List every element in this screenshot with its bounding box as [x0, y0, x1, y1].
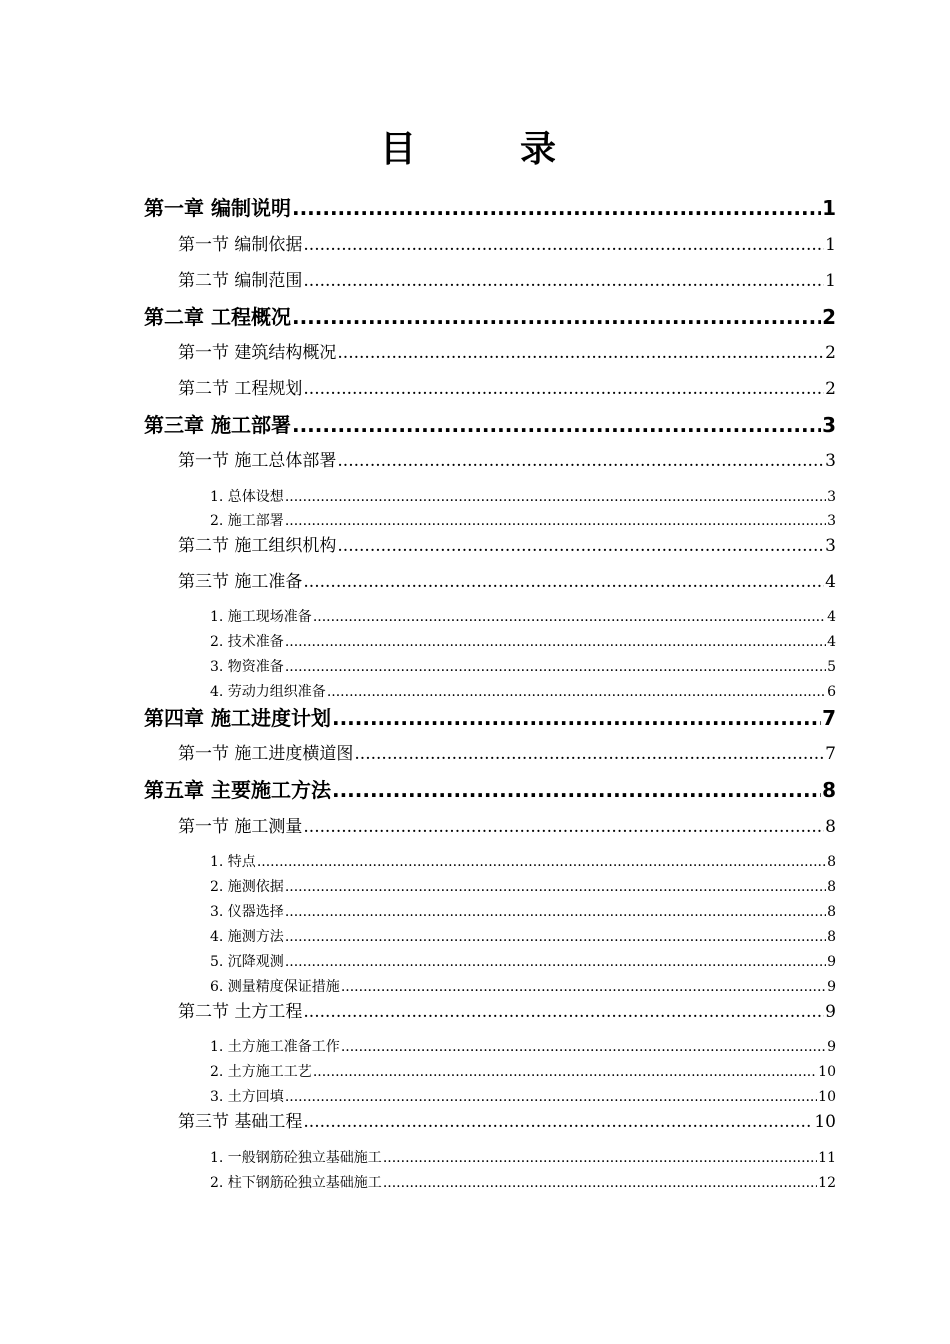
- toc-entry-level3[interactable]: [210, 952, 836, 972]
- toc-entry-page-number: 10: [818, 1089, 836, 1105]
- dot-leader: [285, 1087, 817, 1107]
- toc-entry-page-number: 3: [827, 489, 836, 505]
- toc-entry-label: 1. 特点: [210, 854, 256, 870]
- toc-entry-label: 第四章 施工进度计划: [144, 706, 331, 730]
- toc-entry-label: 第二节 土方工程: [178, 1002, 303, 1022]
- toc-entry-level2[interactable]: [178, 570, 836, 594]
- toc-entry-label: 2. 施测依据: [210, 879, 284, 895]
- toc-entry-label: 4. 劳动力组织准备: [210, 684, 326, 700]
- toc-entry-page-number: 1: [825, 235, 836, 255]
- toc-entry-level2[interactable]: [178, 341, 836, 365]
- toc-entry-label: 4. 施测方法: [210, 929, 284, 945]
- toc-entry-label: 1. 一般钢筋砼独立基础施工: [210, 1150, 382, 1166]
- toc-entry-level1[interactable]: [144, 195, 836, 221]
- toc-entry-label: 第一章 编制说明: [144, 196, 291, 220]
- dot-leader: [285, 877, 826, 897]
- dot-leader: [337, 534, 824, 558]
- toc-entry-level3[interactable]: [210, 657, 836, 677]
- toc-entry-label: 3. 仪器选择: [210, 904, 284, 920]
- toc-entry-label: 第三章 施工部署: [144, 413, 291, 437]
- toc-entry-page-number: 9: [825, 1002, 836, 1022]
- toc-entry-label: 2. 土方施工工艺: [210, 1064, 312, 1080]
- toc-entry-page-number: 11: [818, 1150, 836, 1166]
- dot-leader: [285, 657, 826, 677]
- toc-entry-label: 第二节 施工组织机构: [178, 536, 337, 556]
- dot-leader: [313, 607, 826, 627]
- dot-leader: [337, 341, 824, 365]
- toc-entry-page-number: 9: [827, 979, 836, 995]
- toc-entry-level2[interactable]: [178, 1000, 836, 1024]
- dot-leader: [383, 1148, 817, 1168]
- dot-leader: [285, 927, 826, 947]
- toc-entry-page-number: 2: [825, 379, 836, 399]
- toc-entry-level3[interactable]: [210, 877, 836, 897]
- dot-leader: [303, 1110, 813, 1134]
- dot-leader: [303, 815, 824, 839]
- toc-entry-level2[interactable]: [178, 233, 836, 257]
- toc-entry-label: 1. 总体设想: [210, 489, 284, 505]
- toc-entry-level3[interactable]: [210, 487, 836, 507]
- toc-entry-page-number: 4: [825, 572, 836, 592]
- toc-entry-page-number: 9: [827, 954, 836, 970]
- toc-entry-level3[interactable]: [210, 1037, 836, 1057]
- toc-entry-label: 5. 沉降观测: [210, 954, 284, 970]
- toc-entry-level1[interactable]: [144, 777, 836, 803]
- toc-entry-page-number: 1: [825, 271, 836, 291]
- toc-entry-page-number: 8: [822, 778, 836, 802]
- toc-entry-page-number: 9: [827, 1039, 836, 1055]
- toc-entry-level2[interactable]: [178, 269, 836, 293]
- toc-entry-level3[interactable]: [210, 682, 836, 702]
- toc-entry-level2[interactable]: [178, 534, 836, 558]
- toc-entry-label: 第三节 施工准备: [178, 572, 303, 592]
- toc-entry-page-number: 3: [827, 513, 836, 529]
- toc-entry-label: 第五章 主要施工方法: [144, 778, 331, 802]
- toc-entry-label: 3. 物资准备: [210, 659, 284, 675]
- dot-leader: [341, 1037, 826, 1057]
- dot-leader: [332, 777, 821, 803]
- toc-entry-level1[interactable]: [144, 412, 836, 438]
- toc-entry-page-number: 6: [827, 684, 836, 700]
- dot-leader: [332, 705, 821, 731]
- dot-leader: [292, 304, 821, 330]
- toc-entry-page-number: 8: [827, 879, 836, 895]
- dot-leader: [303, 377, 824, 401]
- toc-entry-label: 1. 施工现场准备: [210, 609, 312, 625]
- toc-entry-label: 第一节 施工总体部署: [178, 451, 337, 471]
- toc-entry-level1[interactable]: [144, 705, 836, 731]
- toc-entry-label: 2. 施工部署: [210, 513, 284, 529]
- toc-entry-label: 2. 技术准备: [210, 634, 284, 650]
- toc-entry-label: 1. 土方施工准备工作: [210, 1039, 340, 1055]
- toc-entry-label: 第一节 编制依据: [178, 235, 303, 255]
- dot-leader: [285, 632, 826, 652]
- toc-entry-label: 3. 土方回填: [210, 1089, 284, 1105]
- toc-entry-page-number: 7: [822, 706, 836, 730]
- toc-entry-page-number: 8: [825, 817, 836, 837]
- dot-leader: [285, 511, 826, 531]
- toc-entry-page-number: 10: [814, 1112, 836, 1132]
- toc-entry-page-number: 5: [827, 659, 836, 675]
- toc-entry-level1[interactable]: [144, 304, 836, 330]
- toc-entry-label: 6. 测量精度保证措施: [210, 979, 340, 995]
- toc-entry-level3[interactable]: [210, 607, 836, 627]
- dot-leader: [327, 682, 826, 702]
- toc-entry-page-number: 2: [822, 305, 836, 329]
- toc-entry-label: 第二节 编制范围: [178, 271, 303, 291]
- toc-title: 目 录: [379, 129, 590, 170]
- toc-entry-level3[interactable]: [210, 1173, 836, 1193]
- toc-entry-level2[interactable]: [178, 1110, 836, 1134]
- toc-entry-label: 第二章 工程概况: [144, 305, 291, 329]
- toc-entry-page-number: 3: [822, 413, 836, 437]
- dot-leader: [383, 1173, 817, 1193]
- toc-entry-level2[interactable]: [178, 449, 836, 473]
- toc-entry-page-number: 7: [825, 744, 836, 764]
- dot-leader: [303, 570, 824, 594]
- dot-leader: [303, 233, 824, 257]
- toc-entry-level2[interactable]: [178, 377, 836, 401]
- dot-leader: [285, 952, 826, 972]
- dot-leader: [354, 742, 824, 766]
- dot-leader: [303, 269, 824, 293]
- toc-entry-level3[interactable]: [210, 852, 836, 872]
- dot-leader: [337, 449, 824, 473]
- toc-entry-label: 第一节 施工进度横道图: [178, 744, 354, 764]
- toc-entry-label: 第三节 基础工程: [178, 1112, 303, 1132]
- toc-entry-level3[interactable]: [210, 1062, 836, 1082]
- toc-entry-page-number: 8: [827, 904, 836, 920]
- toc-entry-page-number: 4: [827, 634, 836, 650]
- dot-leader: [257, 852, 826, 872]
- toc-entry-page-number: 10: [818, 1064, 836, 1080]
- toc-entry-level3[interactable]: [210, 927, 836, 947]
- dot-leader: [292, 412, 821, 438]
- toc-entry-label: 2. 柱下钢筋砼独立基础施工: [210, 1175, 382, 1191]
- toc-entry-level2[interactable]: [178, 815, 836, 839]
- dot-leader: [292, 195, 821, 221]
- toc-entry-label: 第一节 建筑结构概况: [178, 343, 337, 363]
- dot-leader: [313, 1062, 817, 1082]
- toc-entry-page-number: 2: [825, 343, 836, 363]
- toc-entry-page-number: 4: [827, 609, 836, 625]
- toc-entry-page-number: 8: [827, 854, 836, 870]
- toc-entry-level2[interactable]: [178, 742, 836, 766]
- toc-entry-page-number: 1: [822, 196, 836, 220]
- dot-leader: [285, 487, 826, 507]
- toc-entry-level3[interactable]: [210, 1148, 836, 1168]
- toc-entry-level3[interactable]: [210, 1087, 836, 1107]
- toc-entry-level3[interactable]: [210, 632, 836, 652]
- toc-entry-page-number: 3: [825, 451, 836, 471]
- toc-entry-label: 第一节 施工测量: [178, 817, 303, 837]
- toc-entry-page-number: 12: [818, 1175, 836, 1191]
- toc-entry-level3[interactable]: [210, 977, 836, 997]
- toc-entry-level3[interactable]: [210, 902, 836, 922]
- toc-entry-label: 第二节 工程规划: [178, 379, 303, 399]
- dot-leader: [341, 977, 826, 997]
- dot-leader: [303, 1000, 824, 1024]
- toc-entry-page-number: 3: [825, 536, 836, 556]
- dot-leader: [285, 902, 826, 922]
- toc-entry-level3[interactable]: [210, 511, 836, 531]
- toc-entry-page-number: 8: [827, 929, 836, 945]
